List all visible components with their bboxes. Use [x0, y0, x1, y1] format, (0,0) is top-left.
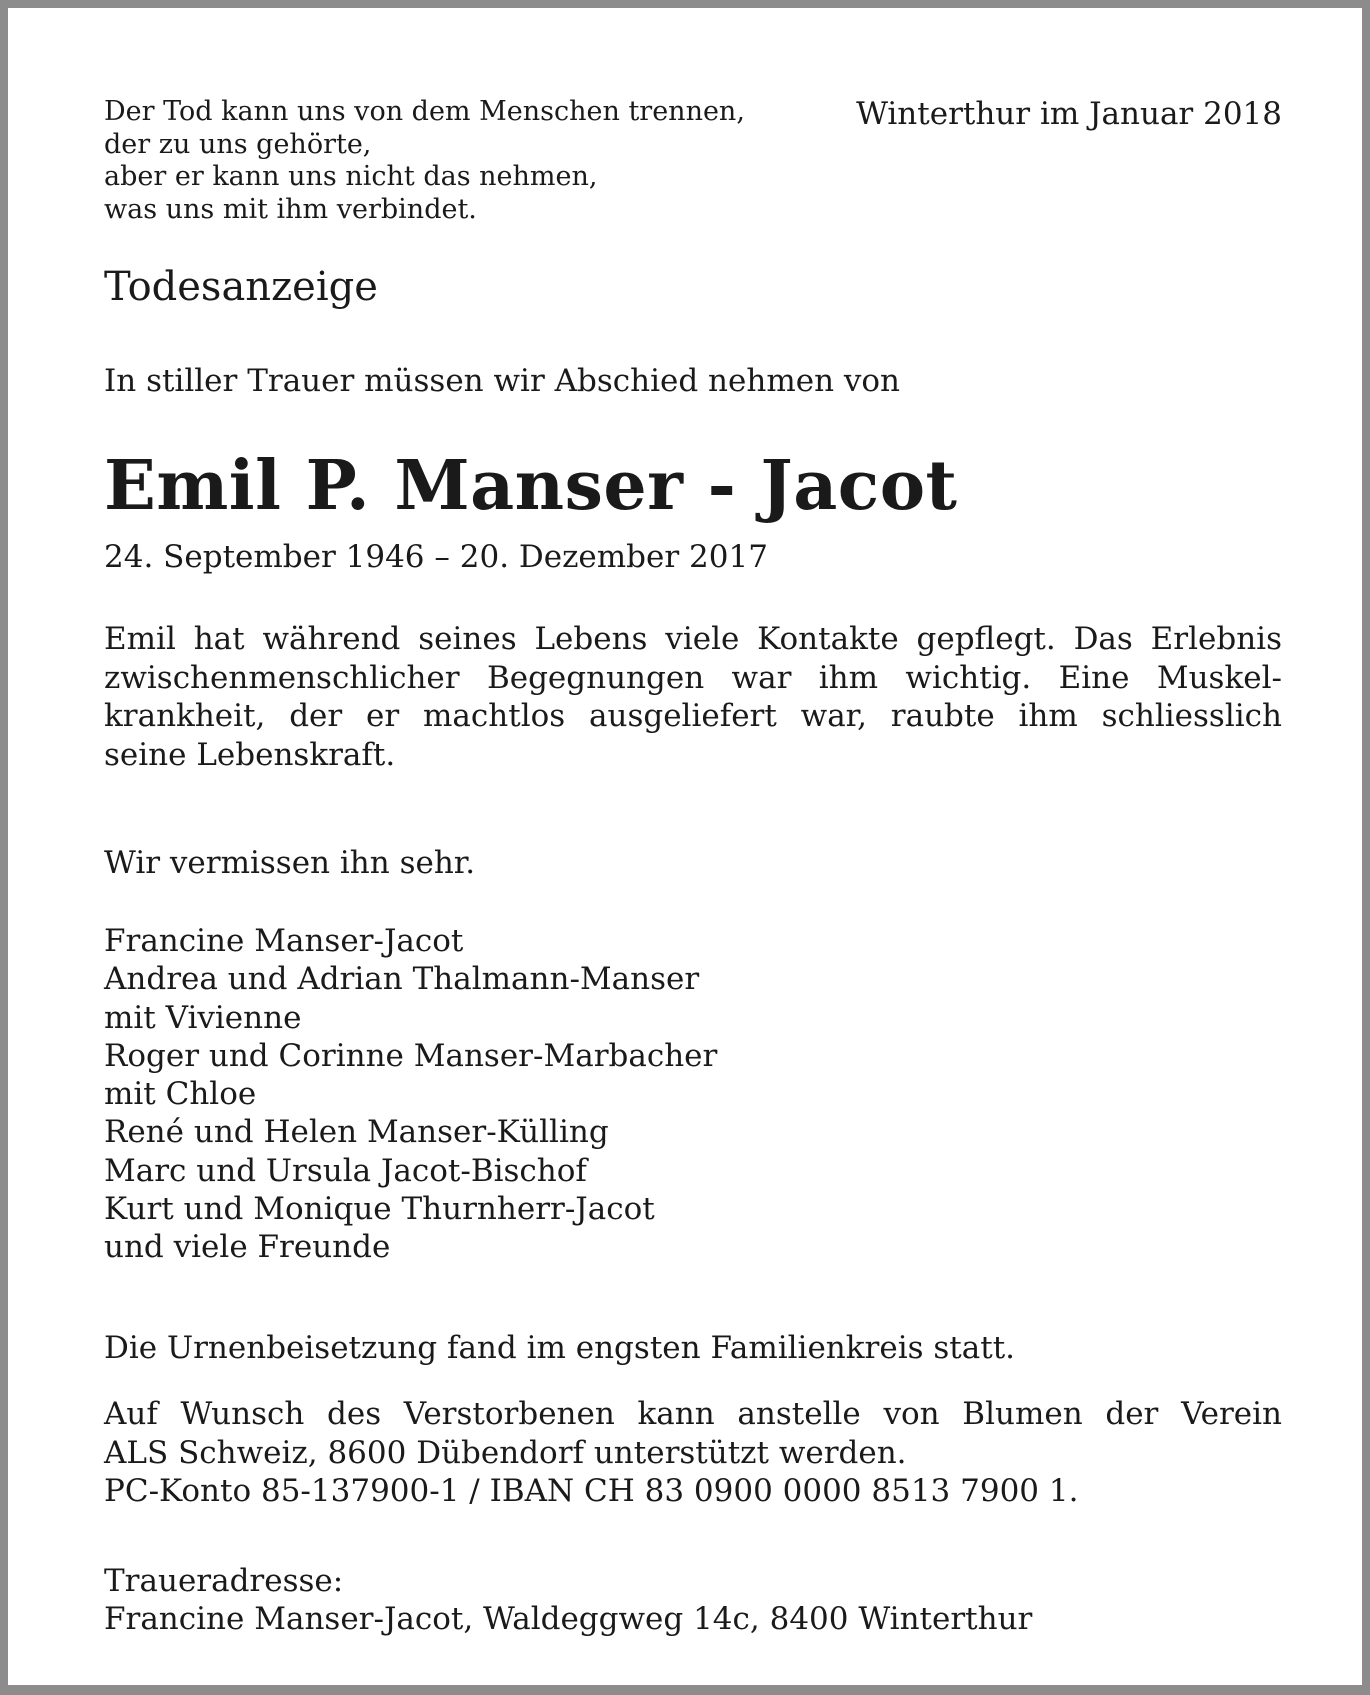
- mourner-item: René und Helen Manser-Külling: [104, 1114, 609, 1151]
- donation-account: PC-Konto 85-137900-1 / IBAN CH 83 0900 0000 8513 7900 1.: [104, 1473, 1079, 1509]
- mourner-item: mit Chloe: [104, 1076, 257, 1113]
- intro-text: In stiller Trauer müssen wir Abschied nehmen von: [104, 363, 901, 399]
- mourners-list: [104, 922, 717, 1267]
- donation-line: Auf Wunsch des Verstorbenen kann anstelle von Blumen der Verein: [104, 1396, 1282, 1432]
- miss-statement: Wir vermissen ihn sehr.: [104, 845, 476, 881]
- burial-notice: Die Urnenbeisetzung fand im engsten Familienkreis statt.: [104, 1330, 1016, 1366]
- mourner-item: Andrea und Adrian Thalmann-Manser: [104, 961, 700, 998]
- quote-line: der zu uns gehörte,: [104, 128, 372, 160]
- address-value: Francine Manser-Jacot, Waldeggweg 14c, 8400 Winterthur: [104, 1601, 1033, 1637]
- biography-line: seine Lebenskraft.: [104, 736, 396, 773]
- mourner-item: Roger und Corinne Manser-Marbacher: [104, 1037, 718, 1074]
- mourning-address: [104, 1562, 1032, 1638]
- mourner-item: und viele Freunde: [104, 1229, 391, 1266]
- biography-line: zwischenmenschlicher Begegnungen war ihm wichtig. Eine Muskel-: [104, 659, 1282, 696]
- biography-line: Emil hat während seines Lebens viele Kontakte gepflegt. Das Erlebnis: [104, 621, 1282, 657]
- address-label: Traueradresse:: [104, 1563, 344, 1599]
- mourner-item: Marc und Ursula Jacot-Bischof: [104, 1152, 587, 1189]
- mourner-item: mit Vivienne: [104, 999, 302, 1036]
- quote-line: was uns mit ihm verbindet.: [104, 193, 477, 225]
- memorial-quote: [104, 96, 824, 226]
- biography-line: krankheit, der er machtlos ausgeliefert war, raubte ihm schliesslich: [104, 698, 1282, 734]
- quote-line: aber er kann uns nicht das nehmen,: [104, 161, 598, 192]
- notice-heading: Todesanzeige: [104, 264, 378, 310]
- donation-request: [104, 1395, 1282, 1511]
- deceased-name: Emil P. Manser - Jacot: [104, 446, 958, 526]
- quote-line: Der Tod kann uns von dem Menschen trennen,: [104, 96, 745, 127]
- donation-line: ALS Schweiz, 8600 Dübendorf unterstützt werden.: [104, 1434, 907, 1471]
- biography-paragraph: [104, 620, 1282, 774]
- mourner-item: Kurt und Monique Thurnherr-Jacot: [104, 1191, 655, 1228]
- place-and-date: Winterthur im Januar 2018: [856, 96, 1282, 132]
- mourner-item: Francine Manser-Jacot: [104, 923, 464, 959]
- deceased-lifespan: 24. September 1946 – 20. Dezember 2017: [104, 539, 768, 575]
